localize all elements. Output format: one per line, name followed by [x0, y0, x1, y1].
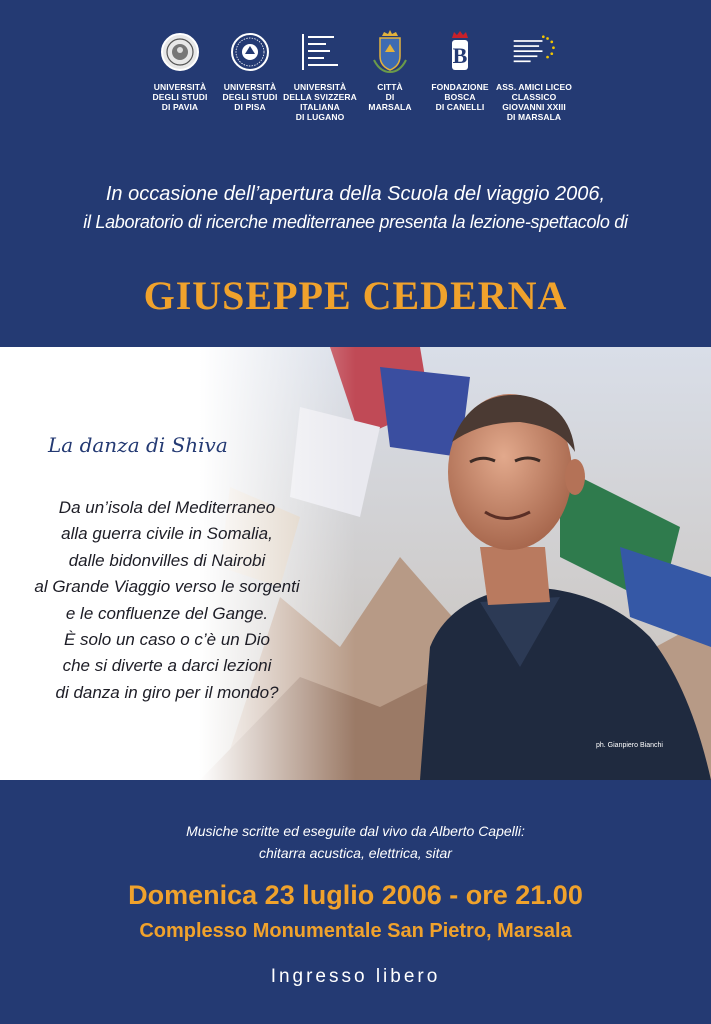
description-line: e le confluenze del Gange. — [65, 603, 269, 623]
photo-band — [0, 347, 711, 780]
music-info — [0, 820, 711, 864]
sponsor-university-pisa — [210, 30, 290, 112]
sponsor-logos — [0, 30, 711, 150]
fondazione-bosca-logo-icon — [438, 30, 482, 74]
performer-name: GIUSEPPE CEDERNA — [143, 273, 568, 318]
sponsor-label: UNIVERSITÀ DEGLI STUDI DI PAVIA — [152, 82, 208, 112]
sponsor-label: ASS. AMICI LICEO CLASSICO GIOVANNI XXIII DI MARSALA — [496, 82, 572, 122]
sponsor-liceo-giovanni-xxiii — [494, 30, 574, 122]
event-date-time: Domenica 23 luglio 2006 - ore 21.00 — [128, 880, 583, 910]
admission-note: Ingresso libero — [270, 966, 441, 987]
intro-line-1: In occasione dell’apertura della Scuola del viaggio 2006, — [105, 183, 606, 205]
intro-line-2: il Laboratorio di ricerche mediterranee presenta la lezione-spettacolo di — [83, 212, 628, 232]
svg-text:B: B — [452, 43, 468, 68]
show-title: La danza di Shiva — [48, 433, 228, 457]
description-line: dalle bidonvilles di Nairobi — [68, 550, 266, 570]
photo-credit: ph. Gianpiero Bianchi — [596, 742, 663, 749]
description-line: Da un’isola del Mediterraneo — [58, 498, 276, 517]
music-line-1: Musiche scritte ed eseguite dal vivo da Alberto Capelli: — [186, 823, 525, 839]
sponsor-label: CITTÀ DI MARSALA — [368, 82, 412, 112]
description-line: alla guerra civile in Somalia, — [61, 524, 273, 544]
sponsor-label: FONDAZIONE BOSCA DI CANELLI — [431, 82, 489, 112]
sponsor-label: UNIVERSITÀ DELLA SVIZZERA ITALIANA DI LUGANO — [283, 82, 357, 122]
music-line-2: chitarra acustica, elettrica, sitar — [259, 845, 452, 861]
description-line: di danza in giro per il mondo? — [55, 682, 279, 702]
event-venue: Complesso Monumentale San Pietro, Marsala — [139, 920, 572, 942]
university-svizzera-italiana-logo-icon — [298, 30, 342, 74]
sponsor-fondazione-bosca — [420, 30, 500, 112]
university-pavia-seal-icon — [158, 30, 202, 74]
description-line: È solo un caso o c’è un Dio — [63, 630, 270, 650]
description-line: che si diverte a darci lezioni — [62, 656, 272, 676]
intro-text — [0, 180, 711, 236]
sponsor-label: UNIVERSITÀ DEGLI STUDI DI PISA — [222, 82, 278, 112]
sponsor-university-pavia — [140, 30, 220, 112]
marsala-coat-of-arms-icon — [368, 30, 412, 74]
sponsor-citta-marsala — [350, 30, 430, 112]
liceo-giovanni-xxiii-logo-icon — [512, 30, 556, 74]
description-line: al Grande Viaggio verso le sorgenti — [34, 577, 300, 597]
band-text — [0, 347, 711, 780]
show-description — [14, 495, 320, 706]
university-pisa-seal-icon — [228, 30, 272, 74]
sponsor-university-svizzera — [280, 30, 360, 122]
